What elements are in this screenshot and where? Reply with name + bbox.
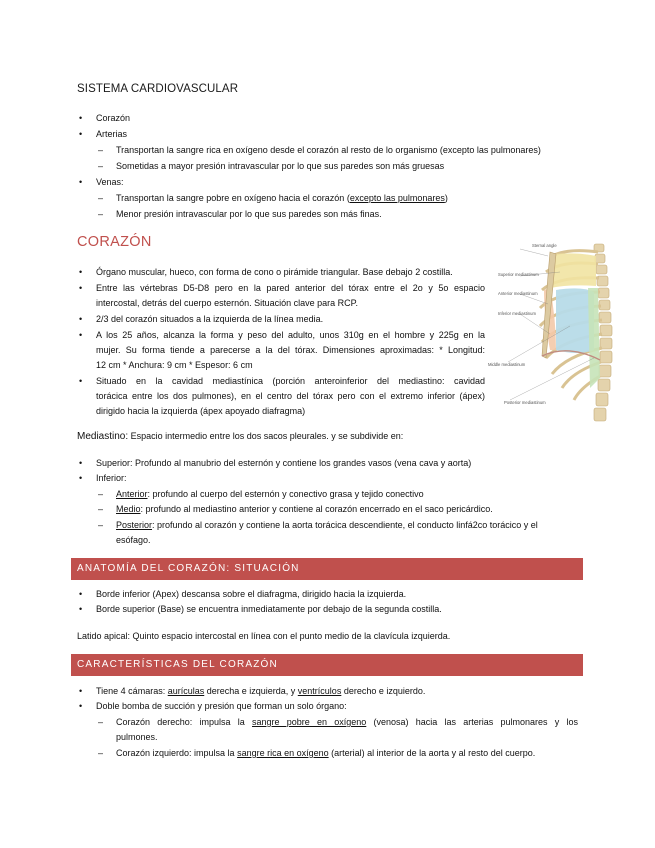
list-subitem-continuation: pulmones. xyxy=(116,732,158,742)
underlined-term: aurículas xyxy=(167,686,205,696)
underlined-term: Anterior xyxy=(116,489,148,499)
text-segment: derecha e izquierda, y xyxy=(204,686,298,696)
underlined-term: ventrículos xyxy=(297,686,342,696)
figure-label-superior: Superior mediastinum xyxy=(498,272,539,277)
section-banner-caracteristicas: CARACTERÍSTICAS DEL CORAZÓN xyxy=(71,654,583,676)
list-item-continuation: 12 cm * Anchura: 9 cm * Espesor: 6 cm xyxy=(96,360,253,370)
figure-label-anterior: Anterior mediastinum xyxy=(498,291,538,296)
list-item: Situado en la cavidad mediastínica (porción anteroinferior del mediastino: cavidad xyxy=(96,376,485,386)
section-heading-corazon: CORAZÓN xyxy=(77,234,152,250)
text-segment: derecho e izquierdo. xyxy=(341,686,426,696)
document-title: SISTEMA CARDIOVASCULAR xyxy=(77,83,239,95)
text-segment: (arterial) al interior de la aorta y al resto del cuerpo. xyxy=(328,748,536,758)
list-subitem: Menor presión intravascular por lo que sus paredes son más finas. xyxy=(116,209,382,219)
list-subitem xyxy=(116,715,578,730)
bullet-dot-icon: • xyxy=(79,129,83,139)
bullet-dash-icon: – xyxy=(98,520,104,530)
list-item: 2/3 del corazón situados a la izquierda de la línea media. xyxy=(96,314,324,324)
bullet-dot-icon: • xyxy=(79,376,83,386)
list-item-corazon: Corazón xyxy=(96,113,131,123)
bullet-dot-icon: • xyxy=(79,177,83,187)
text-segment: Tiene 4 cámaras: xyxy=(96,686,168,696)
bullet-dash-icon: – xyxy=(98,209,104,219)
list-subitem xyxy=(116,746,535,761)
bullet-dot-icon: • xyxy=(79,314,83,324)
bullet-dash-icon: – xyxy=(98,145,104,155)
text-segment: Corazón izquierdo: impulsa la xyxy=(116,748,238,758)
bullet-dot-icon: • xyxy=(79,330,83,340)
underlined-term: sangre rica en oxígeno xyxy=(237,748,329,758)
list-item: Inferior: xyxy=(96,473,127,483)
list-item: Borde superior (Base) se encuentra inmediatamente por debajo de la segunda costilla. xyxy=(96,604,442,614)
posterior-mediastinum-region xyxy=(588,288,600,388)
list-item: Entre las vértebras D5-D8 pero en la pared anterior del tórax entre el 2o y 5o espacio xyxy=(96,283,485,293)
list-item-venas: Venas: xyxy=(96,177,124,187)
mediastinum-illustration xyxy=(488,238,616,438)
bullet-dot-icon: • xyxy=(79,283,83,293)
bullet-dash-icon: – xyxy=(98,717,104,727)
list-subitem xyxy=(116,502,493,517)
section-banner-anatomia: ANATOMÍA DEL CORAZÓN: SITUACIÓN xyxy=(71,558,583,580)
figure-label-posterior: Posterior mediastinum xyxy=(504,400,546,405)
list-item: Borde inferior (Apex) descansa sobre el diafragma, dirigido hacia la izquierda. xyxy=(96,589,407,599)
text-segment: ) xyxy=(444,193,448,203)
text-segment: Corazón derecho: impulsa la xyxy=(116,717,252,727)
list-item: A los 25 años, alcanza la forma y peso del adulto, unos 310g en el hombre y 225g en la xyxy=(96,330,485,340)
text-segment: Espacio intermedio entre los dos sacos pleurales. y se subdivide en: xyxy=(128,431,404,441)
underlined-term: sangre pobre en oxígeno xyxy=(252,717,367,727)
text-segment: : profundo al mediastino anterior y contiene al corazón encerrado en el saco pericárdico. xyxy=(140,504,493,514)
list-item-arterias: Arterias xyxy=(96,129,128,139)
bullet-dash-icon: – xyxy=(98,748,104,758)
bullet-dot-icon: • xyxy=(79,686,83,696)
figure-label-inferior: Inferior mediastinum xyxy=(498,311,536,316)
bullet-dash-icon: – xyxy=(98,193,104,203)
list-subitem: Transportan la sangre rica en oxígeno desde el corazón al resto de lo organismo (excepto las pulmonares) xyxy=(116,145,541,155)
bullet-dot-icon: • xyxy=(79,604,83,614)
bullet-dot-icon: • xyxy=(79,267,83,277)
list-item xyxy=(96,684,425,699)
figure-label-middle: Middle mediastinum xyxy=(488,362,526,367)
list-item: Superior: Profundo al manubrio del esternón y contiene los grandes vasos (vena cava y aorta) xyxy=(96,458,472,468)
list-subitem xyxy=(116,518,538,533)
bullet-dot-icon: • xyxy=(79,458,83,468)
text-segment: Transportan la sangre pobre en oxígeno hacia el corazón ( xyxy=(116,193,350,203)
bullet-dash-icon: – xyxy=(98,504,104,514)
list-item-continuation: intercostal, detrás del cuerpo esternón. Situación clave para RCP. xyxy=(96,298,358,308)
bullet-dot-icon: • xyxy=(79,589,83,599)
text-segment: (venosa) hacia las arterias pulmonares y los xyxy=(366,717,578,727)
bullet-dash-icon: – xyxy=(98,161,104,171)
underlined-term: Medio xyxy=(116,504,141,514)
list-subitem xyxy=(116,487,424,502)
bullet-dot-icon: • xyxy=(79,701,83,711)
superior-mediastinum-region xyxy=(550,253,596,288)
bullet-dot-icon: • xyxy=(79,113,83,123)
mediastino-label: Mediastino: xyxy=(77,431,129,442)
mediastino-paragraph xyxy=(77,429,403,444)
list-item-continuation: torácica entre los dos pulmones), en el centro del tórax pero con el extremo inferior (ápex) xyxy=(96,391,485,401)
list-subitem-continuation: esófago. xyxy=(116,535,151,545)
list-subitem: Sometidas a mayor presión intravascular por lo que sus paredes son más gruesas xyxy=(116,161,445,171)
list-item: Doble bomba de succión y presión que forman un solo órgano: xyxy=(96,701,347,711)
text-segment: : profundo al corazón y contiene la aorta torácica descendiente, el conducto linfá2co torácico y el xyxy=(152,520,538,530)
bullet-dash-icon: – xyxy=(98,489,104,499)
bullet-dot-icon: • xyxy=(79,473,83,483)
text-segment: : profundo al cuerpo del esternón y conectivo grasa y tejido conectivo xyxy=(147,489,424,499)
figure-label-sternal-angle: Sternal angle xyxy=(532,243,557,248)
list-item-continuation: mujer. Su forma tiende a parecerse a la del tórax. Dimensiones aproximadas: * Longitud: xyxy=(96,345,485,355)
list-item: Órgano muscular, hueco, con forma de cono o pirámide triangular. Base debajo 2 costilla. xyxy=(96,267,453,277)
underlined-term: Posterior xyxy=(116,520,153,530)
underlined-term: excepto las pulmonares xyxy=(349,193,445,203)
list-item-continuation: dirigido hacia la izquierda (ápex apoyado diafragma) xyxy=(96,406,306,416)
list-subitem xyxy=(116,191,448,206)
latido-apical-paragraph: Latido apical: Quinto espacio intercostal en línea con el punto medio de la clavícula izquierda. xyxy=(77,631,451,641)
